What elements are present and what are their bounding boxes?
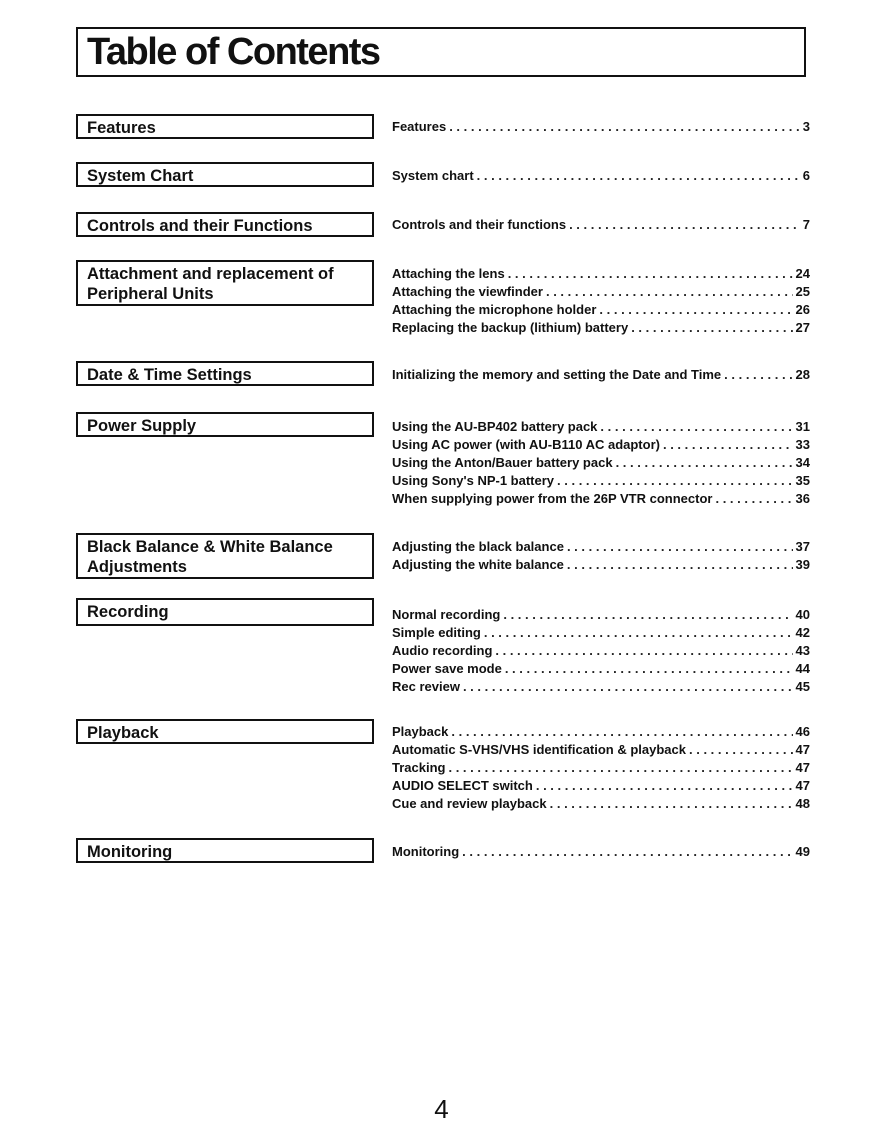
dot-leader [631,319,792,337]
dot-leader [663,436,793,454]
toc-entry[interactable] [392,741,810,759]
toc-entry[interactable] [392,472,810,490]
entry-title: System chart [392,168,474,183]
entry-title: Using the AU-BP402 battery pack [392,419,598,434]
entry-title: Adjusting the black balance [392,539,564,554]
section-heading: Monitoring [76,838,374,863]
section-heading: Black Balance & White Balance Adjustments [76,533,374,579]
entry-page-number: 46 [795,724,810,739]
dot-leader [569,216,800,234]
section-entries [392,606,810,696]
entry-title: AUDIO SELECT switch [392,778,533,793]
toc-entry[interactable] [392,118,810,136]
section-entries [392,216,810,234]
section-entries [392,366,810,384]
section-heading: Date & Time Settings [76,361,374,386]
entry-title: Replacing the backup (lithium) battery [392,320,629,335]
toc-entry[interactable] [392,167,810,185]
toc-entry[interactable] [392,843,810,861]
entry-title: Simple editing [392,625,481,640]
toc-entry[interactable] [392,795,810,813]
entry-title: Monitoring [392,844,460,859]
entry-page-number: 49 [795,844,810,859]
dot-leader [616,454,793,472]
entry-page-number: 47 [795,742,810,757]
entry-title: Audio recording [392,643,493,658]
entry-page-number: 33 [795,437,810,452]
dot-leader [503,606,792,624]
entry-page-number: 24 [795,266,810,281]
toc-entry[interactable] [392,436,810,454]
dot-leader [462,843,792,861]
section-entries [392,538,810,574]
toc-entry[interactable] [392,216,810,234]
entry-page-number: 25 [795,284,810,299]
dot-leader [599,301,792,319]
entry-title: Features [392,119,447,134]
toc-entry[interactable] [392,556,810,574]
toc-entry[interactable] [392,606,810,624]
toc-entry[interactable] [392,642,810,660]
entry-page-number: 48 [795,796,810,811]
section-heading: Attachment and replacement of Peripheral Units [76,260,374,306]
dot-leader [484,624,793,642]
entry-page-number: 27 [795,320,810,335]
entry-page-number: 6 [802,168,810,183]
dot-leader [550,795,793,813]
toc-entry[interactable] [392,319,810,337]
entry-page-number: 43 [795,643,810,658]
entry-page-number: 47 [795,778,810,793]
entry-title: Using the Anton/Bauer battery pack [392,455,613,470]
dot-leader [477,167,800,185]
section-entries [392,723,810,813]
entry-page-number: 26 [795,302,810,317]
toc-entry[interactable] [392,678,810,696]
section-entries [392,167,810,185]
dot-leader [567,538,793,556]
toc-entry[interactable] [392,265,810,283]
toc-entry[interactable] [392,777,810,795]
section-heading: Recording [76,598,374,626]
entry-page-number: 40 [795,607,810,622]
page-number: 4 [434,1094,449,1124]
entry-title: Adjusting the white balance [392,557,564,572]
section-heading: Power Supply [76,412,374,437]
dot-leader [600,418,792,436]
toc-entry[interactable] [392,490,810,508]
entry-page-number: 28 [795,367,810,382]
entry-title: Rec review [392,679,460,694]
entry-title: Using Sony's NP-1 battery [392,473,555,488]
entry-page-number: 45 [795,679,810,694]
dot-leader [567,556,793,574]
toc-entry[interactable] [392,283,810,301]
entry-title: Attaching the microphone holder [392,302,597,317]
dot-leader [508,265,793,283]
toc-entry[interactable] [392,759,810,777]
toc-entry[interactable] [392,301,810,319]
dot-leader [557,472,793,490]
entry-title: Initializing the memory and setting the Date and Time [392,367,722,382]
entry-title: Using AC power (with AU-B110 AC adaptor) [392,437,660,452]
dot-leader [546,283,793,301]
toc-entry[interactable] [392,454,810,472]
dot-leader [463,678,793,696]
entry-page-number: 31 [795,419,810,434]
entry-title: Cue and review playback [392,796,547,811]
dot-leader [451,723,792,741]
toc-entry[interactable] [392,624,810,642]
entry-title: Playback [392,724,449,739]
section-entries [392,118,810,136]
dot-leader [495,642,792,660]
dot-leader [448,759,792,777]
section-entries [392,843,810,861]
toc-entry[interactable] [392,366,810,384]
dot-leader [449,118,800,136]
entry-title: Power save mode [392,661,502,676]
entry-page-number: 37 [795,539,810,554]
toc-entry[interactable] [392,723,810,741]
entry-page-number: 44 [795,661,810,676]
entry-page-number: 39 [795,557,810,572]
entry-title: Attaching the viewfinder [392,284,543,299]
section-heading: Features [76,114,374,139]
toc-entry[interactable] [392,418,810,436]
entry-page-number: 7 [802,217,810,232]
entry-page-number: 36 [795,491,810,506]
toc-entry[interactable] [392,660,810,678]
section-entries [392,418,810,508]
entry-title: Attaching the lens [392,266,505,281]
dot-leader [715,490,792,508]
toc-entry[interactable] [392,538,810,556]
entry-title: Automatic S-VHS/VHS identification & playback [392,742,686,757]
entry-page-number: 3 [802,119,810,134]
entry-title: Normal recording [392,607,501,622]
section-heading: System Chart [76,162,374,187]
page-title: Table of Contents [87,31,380,73]
section-heading: Controls and their Functions [76,212,374,237]
entry-page-number: 47 [795,760,810,775]
entry-page-number: 34 [795,455,810,470]
entry-title: Tracking [392,760,446,775]
entry-title: Controls and their functions [392,217,567,232]
dot-leader [536,777,793,795]
section-heading: Playback [76,719,374,744]
dot-leader [505,660,793,678]
title-box [76,27,806,77]
entry-page-number: 35 [795,473,810,488]
entry-title: When supplying power from the 26P VTR connector [392,491,713,506]
dot-leader [724,366,792,384]
dot-leader [689,741,793,759]
entry-page-number: 42 [795,625,810,640]
section-entries [392,265,810,337]
